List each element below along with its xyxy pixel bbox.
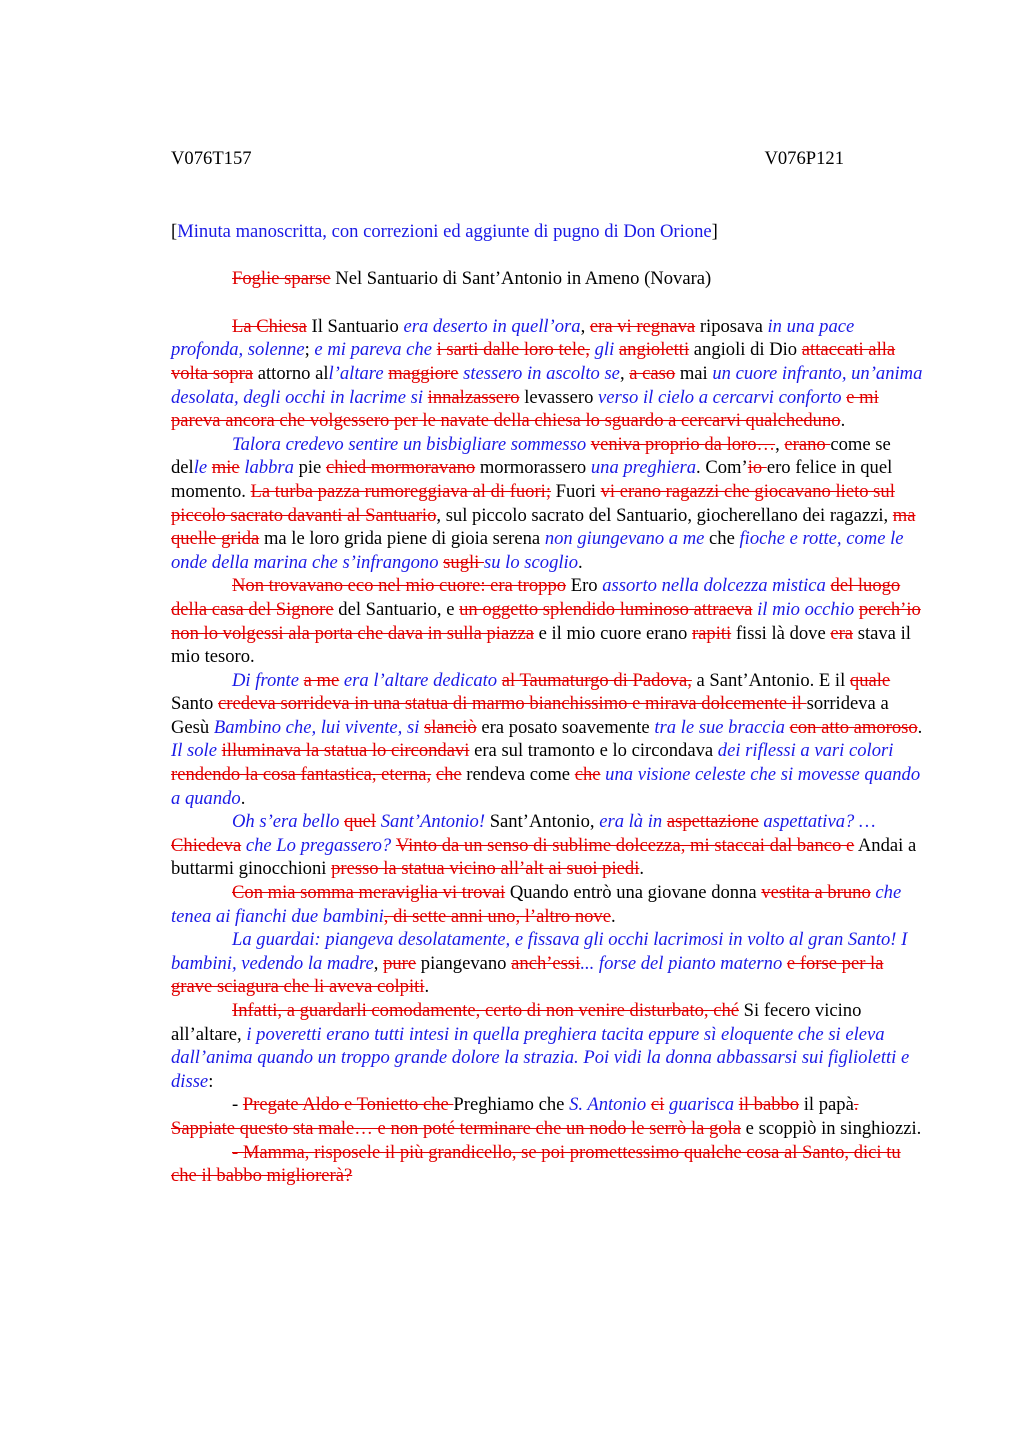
text-segment: il papà [799,1094,854,1116]
text-segment: Si fecero vicino all’altare, [171,1000,862,1045]
deleted-text: vi erano ragazzi che giocavano lieto sul piccolo sacrato davanti al Santuario [171,480,895,526]
deleted-text: e forse per la grave sciagura che li aveva colpiti [171,952,884,998]
added-text: guarisca [664,1094,739,1116]
text-segment: Andai a buttarmi ginocchioni [171,834,917,880]
deleted-text: presso la statua vicino all’alt ai suoi piedi [331,858,640,880]
added-text: una preghiera [590,457,697,479]
deleted-text: . Sappiate questo sta male… e non poté terminare che un nodo le serrò la gola [171,1094,859,1139]
deleted-text: rapiti [691,622,732,644]
added-text: ... forse del pianto materno [580,952,787,974]
text-segment: . [917,716,923,738]
paragraph [171,810,926,881]
deleted-text: ma quelle grida [171,504,916,550]
paragraph [171,881,926,928]
paragraph [171,1093,926,1140]
paragraph [171,315,926,433]
deleted-text: a caso [629,362,676,384]
added-text: aspettativa? … [758,811,876,833]
deleted-text: pure [383,952,417,974]
text-segment: - [232,1094,243,1116]
deleted-text: del luogo della casa del Signore [171,575,901,620]
text-segment: come se del [171,433,891,479]
added-text: Di fronte [232,669,304,691]
text-segment: . [240,787,246,809]
deleted-text: credeva sorrideva in una statua di marmo bianchissimo e mirava dolcemente il [218,693,807,715]
deleted-text: mie [211,457,240,479]
deleted-text: con atto amoroso [789,716,918,738]
paragraph [171,574,926,668]
paragraph [171,433,926,575]
added-text: tra le sue braccia [654,716,790,738]
text-segment: Nel Santuario di Sant’Antonio in Ameno (Novara) [330,268,712,290]
added-text: La guardai: piangeva desolatamente, e fissava gli occhi lacrimosi in volto al gran Santo! I bambini, vedendo la madre [171,929,908,974]
added-text: un cuore infranto, un’anima desolata, degli occhi in lacrime si [171,362,923,408]
text-segment: Fuori [551,480,601,502]
deleted-text: , di sette anni uno, l’altro nove [383,905,611,927]
text-segment: stava il mio tesoro. [171,622,911,668]
added-text: su lo scoglio [483,551,578,573]
deleted-text: ci [650,1094,665,1116]
added-text: non giungevano a me [544,528,705,550]
text-segment: . Com’ [696,457,748,479]
text-segment: , [619,362,630,384]
added-text: era là in [599,811,667,833]
deleted-text: il babbo [738,1094,800,1116]
added-text: l’altare [328,362,389,384]
deleted-text: chied mormoravano [325,457,476,479]
text-segment: Santo [171,693,219,715]
deleted-text: i sarti dalle loro tele, [436,339,590,361]
added-text: una visione celeste che si movesse quando a quando [171,764,921,809]
deleted-text: io [747,457,767,479]
text-segment: e scoppiò in singhiozzi. [741,1117,922,1139]
deleted-text: anch’essi [511,952,581,974]
body-text [171,315,926,1188]
deleted-text: quel [344,811,377,833]
deleted-text: vestita a bruno [761,882,871,904]
text-segment: . [639,858,645,880]
added-text: il mio occhio [752,598,859,620]
deleted-text: - Mamma, risposele il più grandicello, se poi promettessimo qualche cosa al Santo, dici tu che il babbo migliorerà? [171,1141,901,1187]
deleted-text: Pregate Aldo e Tonietto che [242,1094,454,1116]
header-right-code: V076P121 [764,148,844,169]
text-segment: ero felice in quel momento. [171,457,893,502]
text-segment: angioli di Dio [689,339,802,361]
text-segment: sorrideva a Gesù [171,693,889,738]
paragraph [171,1141,926,1188]
deleted-text: perch’io non lo volgessi ala porta che dava in sulla piazza [171,598,921,644]
deleted-text: attaccati alla volta sopra [171,339,896,384]
text-segment: Sant’Antonio, [485,811,600,833]
deleted-text: erano [784,433,831,455]
deleted-text: La turba pazza rumoreggiava al di fuori; [250,480,552,502]
added-text: Bambino che, lui vivente, si [213,716,425,738]
text-segment: e il mio cuore erano [533,622,692,644]
added-text: e mi pareva che [314,339,437,361]
text-segment: . [610,905,616,927]
deleted-text: Infatti, a guardarli comodamente, certo di non venire disturbato, ché [232,1000,740,1021]
text-segment: rendeva come [461,764,575,786]
added-text: gli [589,339,619,361]
text-segment: fissi là dove [731,622,831,644]
text-segment: . [840,410,846,432]
paragraph [171,669,926,811]
deleted-text: e mi pareva ancora che volgessero per le navate della chiesa lo sguardo a cercarvi qualcheduno [171,386,879,432]
text-segment: mai [675,362,713,384]
deleted-text: Con mia somma meraviglia vi trovai [232,882,506,904]
text-segment: : [208,1070,214,1092]
text-segment: . [578,551,583,573]
added-text: era l’altare dedicato [339,669,502,691]
paragraph [171,928,926,999]
paragraph [171,999,926,1093]
deleted-text: Foglie sparse [232,268,331,290]
text-segment: era sul tramonto e lo circondava [469,740,718,762]
added-text: labbra [239,457,294,479]
added-text: che Lo pregassero? [241,834,396,856]
text-segment: , sul piccolo sacrato del Santuario, giocherellano dei ragazzi, [436,504,893,526]
deleted-text: aspettazione [666,811,759,833]
deleted-text: a me [303,669,340,691]
text-segment: ; [304,339,315,361]
added-text: in una pace profonda, solenne [171,315,855,361]
text-segment: era posato soavemente [476,716,655,738]
editorial-note-text: Minuta manoscritta, con correzioni ed aggiunte di pugno di Don Orione [177,220,712,242]
deleted-text: che [435,764,462,786]
deleted-text: maggiore [388,362,459,384]
text-segment: levassero [519,386,599,408]
deleted-text: Chiedeva [171,834,242,856]
added-text: dei riflessi a vari colori [717,740,894,762]
added-text: Oh s’era bello [232,811,345,833]
deleted-text: Vinto da un senso di sublime dolcezza, mi staccai dal banco e [395,834,855,856]
added-text: Il sole [171,740,222,762]
text-segment: ma le loro grida piene di gioia serena [259,528,545,550]
deleted-text: angioletti [618,339,690,361]
deleted-text: sugli [443,551,484,573]
added-text: assorto nella dolcezza mistica [602,575,831,597]
deleted-text: La Chiesa [232,315,307,337]
deleted-text: un oggetto splendido luminoso attraeva [459,598,753,620]
deleted-text: illuminava la statua lo circondavi [221,740,470,762]
text-segment: . [424,976,430,998]
deleted-text: era [830,622,854,644]
text-segment: a Sant’Antonio. E il [691,669,850,691]
text-segment: che [704,528,740,550]
text-segment: attorno al [253,362,329,384]
added-text: S. Antonio [569,1094,651,1116]
text-segment: pie [293,457,326,479]
added-text: stessero in ascolto se [458,362,620,384]
editorial-note: [Minuta manoscritta, con correzioni ed aggiunte di pugno di Don Orione] [171,220,718,242]
deleted-text: quale [849,669,891,691]
added-text: verso il cielo a cercarvi conforto [598,386,847,408]
deleted-text: veniva proprio da loro… [590,433,776,455]
text-segment: Ero [566,575,603,597]
text-segment: , [580,315,590,337]
document-title [171,267,926,291]
added-text: che tenea ai fianchi due bambini [171,882,902,927]
added-text: Sant’Antonio! [376,811,486,833]
deleted-text: al Taumaturgo di Padova, [501,669,692,691]
added-text: i poveretti erano tutti intesi in quella preghiera tacita eppure sì eloquente che si eleva dall’anima quando un troppo grande dolore la strazia. Poi vidi la donna abbassarsi sui figlioletti e disse [171,1023,910,1092]
added-text: fioche e rotte, come le onde della marina che s’infrangono [171,528,904,573]
header-left-code: V076T157 [171,148,252,169]
text-segment: Preghiamo che [453,1094,570,1116]
text-segment: , [775,433,785,455]
deleted-text: Non trovavano eco nel mio cuore: era troppo [232,575,567,597]
text-segment: del Santuario, e [333,598,460,620]
added-text: era deserto in quell’ora [403,315,581,337]
text-segment: Il Santuario [306,315,404,337]
added-text: le [193,457,212,479]
text-segment: , [373,952,384,974]
deleted-text: era vi regnava [589,315,696,337]
text-segment: mormorassero [475,457,591,479]
page-header [171,147,844,171]
text-segment: Quando entrò una giovane donna [505,882,762,904]
document-page [171,147,926,1188]
text-segment: riposava [695,315,768,337]
deleted-text: slanciò [424,716,477,738]
text-segment: piangevano [416,952,512,974]
deleted-text: rendendo la cosa fantastica, eterna, [171,764,432,786]
deleted-text: innalzassero [427,386,520,408]
deleted-text: che [574,764,601,786]
added-text: Talora credevo sentire un bisbigliare sommesso [232,433,591,455]
